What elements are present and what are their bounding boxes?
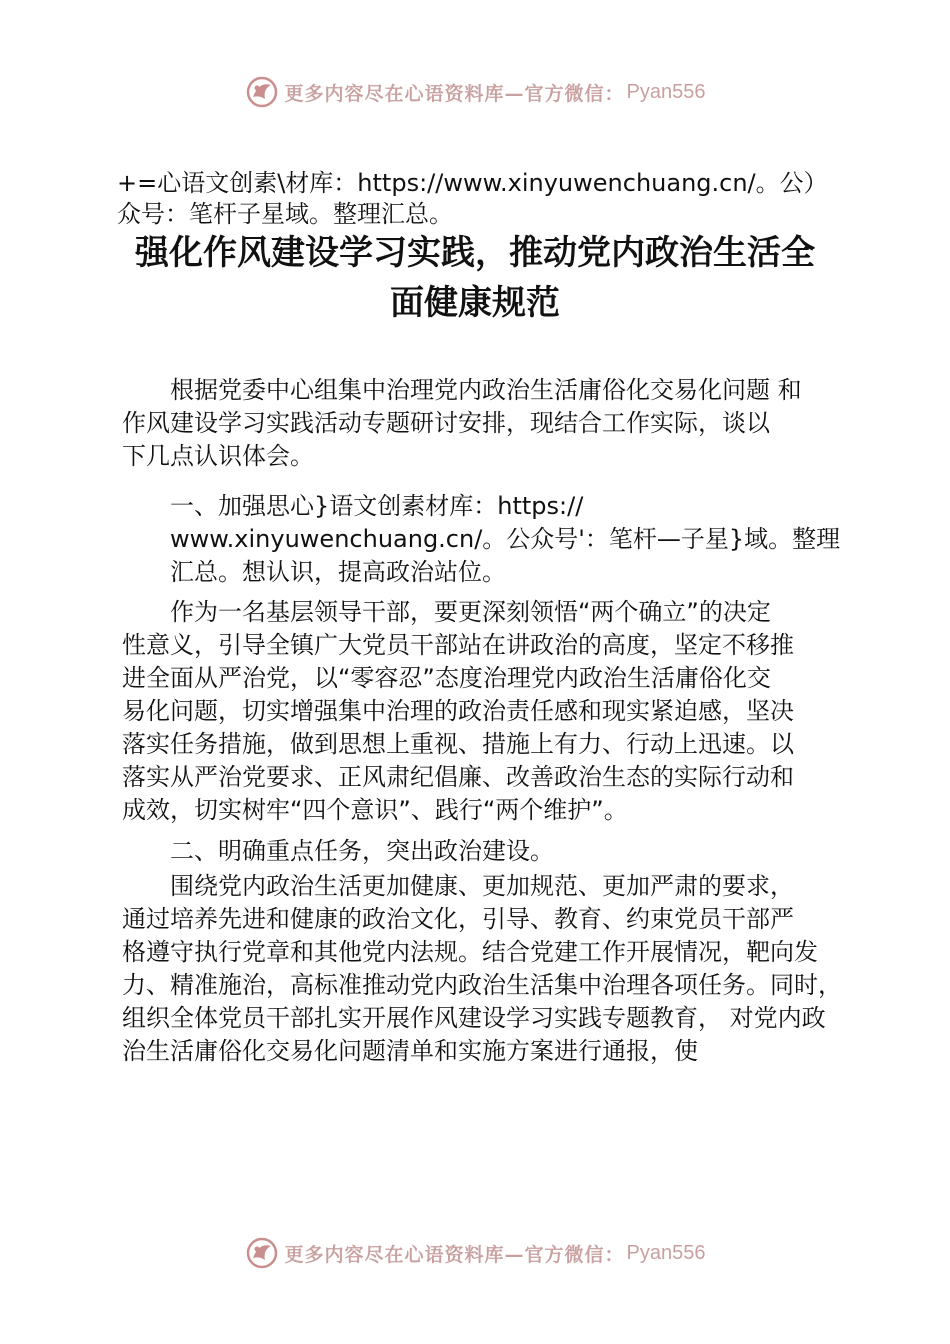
text-line: 进全面从严治党，以“零容忍”态度治理党内政治生活庸俗化交 bbox=[122, 664, 771, 692]
text-line: 根据党委中心组集中治理党内政治生活庸俗化交易化问题 和 bbox=[122, 376, 802, 404]
text-line: 力、精准施治，高标准推动党内政治生活集中治理各项任务。同时， bbox=[122, 971, 842, 999]
section-heading-1 bbox=[122, 490, 882, 589]
text-line: 性意义，引导全镇广大党员干部站在讲政治的高度，坚定不移推 bbox=[122, 631, 794, 659]
text-line: 落实任务措施，做到思想上重视、措施上有力、行动上迅速。以 bbox=[122, 730, 794, 758]
text-line: 治生活庸俗化交易化问题清单和实施方案进行通报，使 bbox=[122, 1037, 698, 1065]
banner-text: 更多内容尽在心语资料库—官方微信： bbox=[284, 82, 625, 105]
banner-text: 更多内容尽在心语资料库—官方微信： bbox=[284, 1243, 625, 1266]
text-line: 一、加强思心}语文创素材库：https:// bbox=[122, 492, 584, 520]
text-line: 围绕党内政治生活更加健康、更加规范、更加严肃的要求， bbox=[122, 872, 794, 900]
title-line-1: 强化作风建设学习实践，推动党内政治生活全 bbox=[135, 233, 815, 273]
text-line: 格遵守执行党章和其他党内法规。结合党建工作开展情况，靶向发 bbox=[122, 938, 818, 966]
text-line: 下几点认识体会。 bbox=[122, 442, 314, 470]
text-line: 作风建设学习实践活动专题研讨安排，现结合工作实际，谈以 bbox=[122, 409, 770, 437]
header-banner bbox=[0, 72, 950, 112]
banner-wechat-id: Pyan556 bbox=[626, 80, 706, 103]
watermark-line-2: 众号：笔杆子星域。整理汇总。 bbox=[117, 200, 453, 228]
paragraph-section-1 bbox=[122, 596, 882, 827]
text-line: 易化问题，切实增强集中治理的政治责任感和现实紧迫感，坚决 bbox=[122, 697, 794, 725]
text-line: 落实从严治党要求、正风肃纪倡廉、改善政治生态的实际行动和 bbox=[122, 763, 794, 791]
text-line: 成效，切实树牢“四个意识”、践行“两个维护”。 bbox=[122, 796, 628, 824]
paragraph-section-2 bbox=[122, 870, 882, 1068]
section-heading-2 bbox=[122, 835, 882, 868]
watermark-line-1: +=心语文创素\材库：https://www.xinyuwenchuang.cn/。公） bbox=[117, 169, 828, 197]
document-title bbox=[100, 228, 850, 328]
title-line-2: 面健康规范 bbox=[390, 283, 560, 323]
banner-wechat-id: Pyan556 bbox=[626, 1241, 706, 1264]
text-line: 组织全体党员干部扎实开展作风建设学习实践专题教育， 对党内政 bbox=[122, 1004, 826, 1032]
footer-banner bbox=[0, 1233, 950, 1273]
text-line: 汇总。想认识，提高政治站位。 bbox=[122, 558, 506, 586]
seal-logo-icon bbox=[245, 75, 279, 109]
seal-logo-icon bbox=[245, 1236, 279, 1270]
text-line: 作为一名基层领导干部，要更深刻领悟“两个确立”的决定 bbox=[122, 598, 771, 626]
text-line: 通过培养先进和健康的政治文化，引导、教育、约束党员干部严 bbox=[122, 905, 794, 933]
paragraph-intro bbox=[122, 374, 882, 473]
text-line: www.xinyuwenchuang.cn/。公众号'：笔杆—子星}域。整理 bbox=[122, 525, 841, 553]
text-line: 二、明确重点任务，突出政治建设。 bbox=[122, 837, 554, 865]
